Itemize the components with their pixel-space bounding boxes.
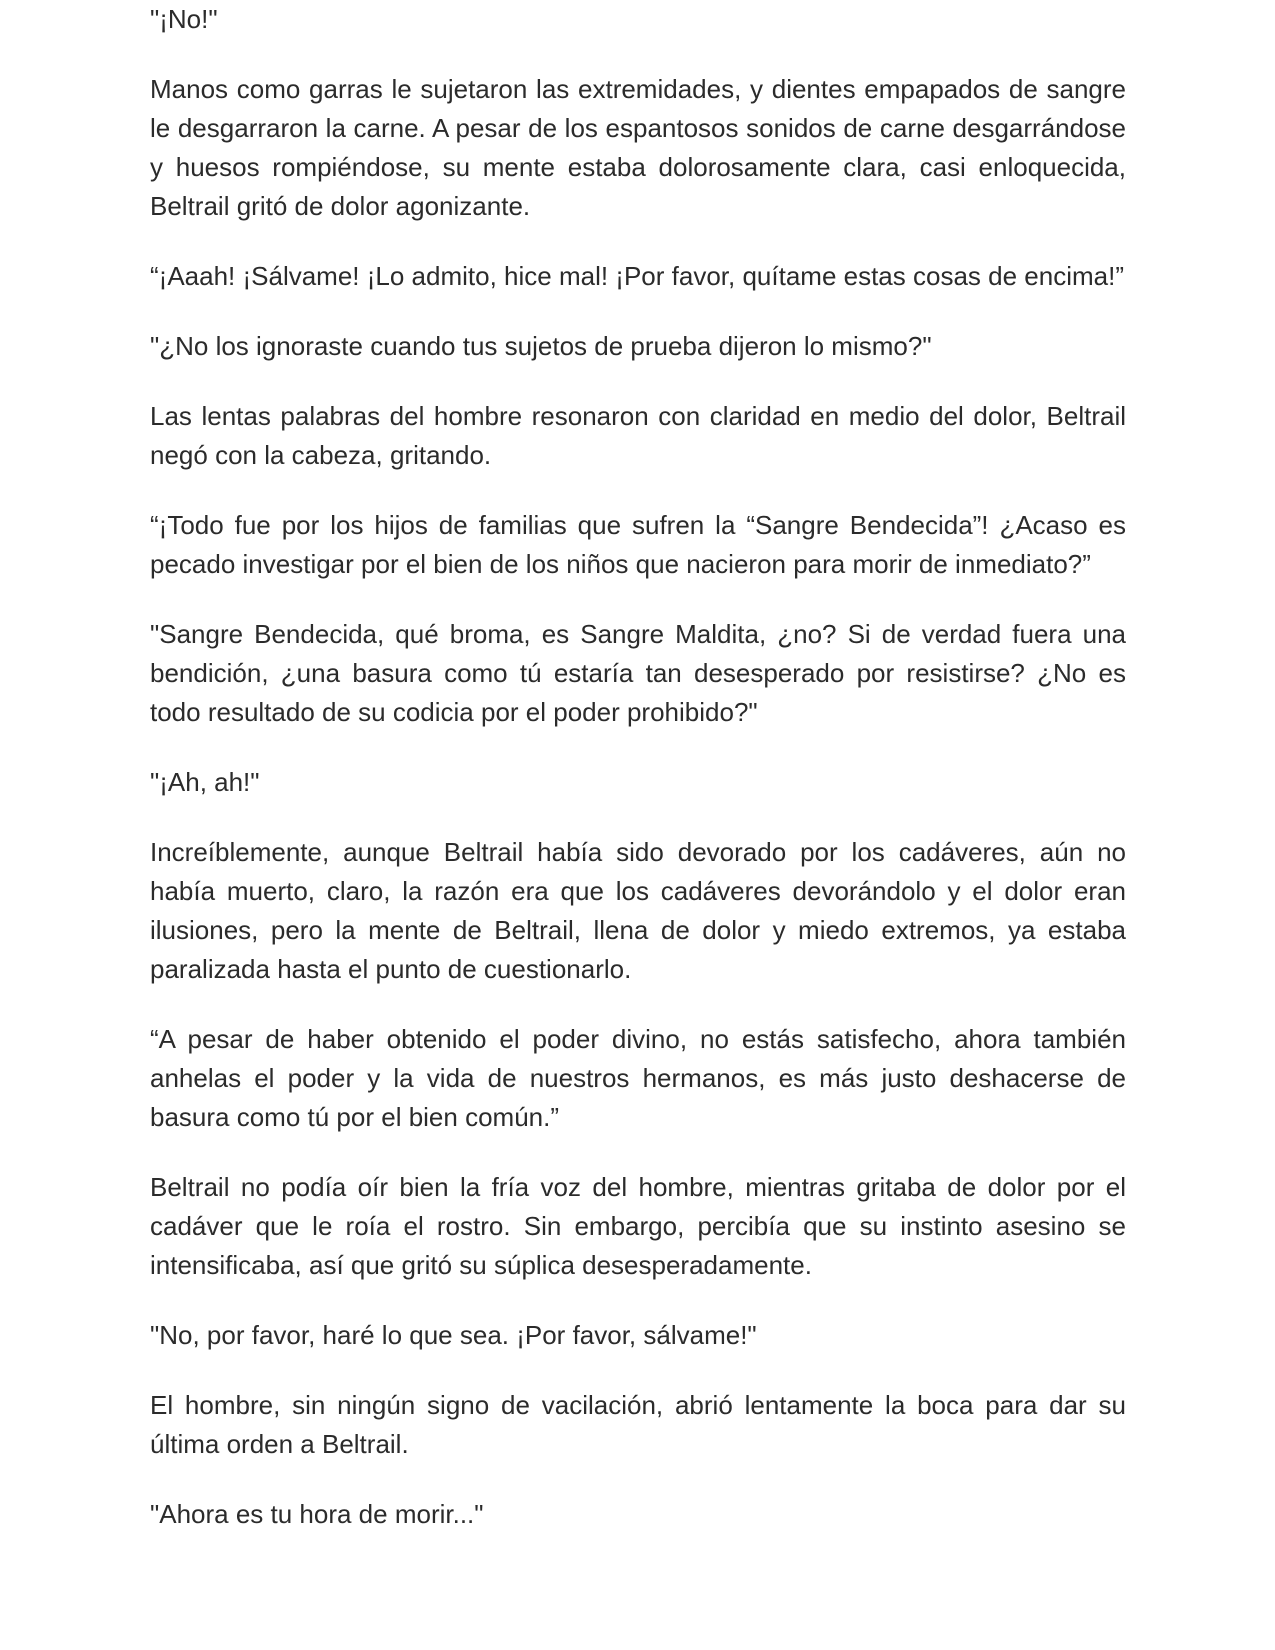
paragraph-7: "Sangre Bendecida, qué broma, es Sangre Maldita, ¿no? Si de verdad fuera una bendición, ¿una basura como tú estaría tan desesperado por resistirse? ¿No es todo resultado de su codicia por el poder prohibido?" — [150, 619, 1126, 727]
paragraph-14: "Ahora es tu hora de morir..." — [150, 1499, 484, 1529]
document-page — [150, 0, 1126, 1565]
paragraph-10: “A pesar de haber obtenido el poder divino, no estás satisfecho, ahora también anhelas el poder y la vida de nuestros hermanos, es más justo deshacerse de basura como tú por el bien común.” — [150, 1024, 1126, 1132]
paragraph-4: "¿No los ignoraste cuando tus sujetos de prueba dijeron lo mismo?" — [150, 331, 932, 361]
paragraph-12: "No, por favor, haré lo que sea. ¡Por favor, sálvame!" — [150, 1320, 757, 1350]
paragraph-3: “¡Aaah! ¡Sálvame! ¡Lo admito, hice mal! ¡Por favor, quítame estas cosas de encima!” — [150, 261, 1124, 291]
paragraph-9: Increíblemente, aunque Beltrail había sido devorado por los cadáveres, aún no había muerto, claro, la razón era que los cadáveres devorándolo y el dolor eran ilusiones, pero la mente de Beltrail, llena de dolor y miedo extremos, ya estaba paralizada hasta el punto de cuestionarlo. — [150, 837, 1126, 984]
paragraph-6: “¡Todo fue por los hijos de familias que sufren la “Sangre Bendecida”! ¿Acaso es pecado investigar por el bien de los niños que nacieron para morir de inmediato?” — [150, 510, 1126, 579]
paragraph-11: Beltrail no podía oír bien la fría voz del hombre, mientras gritaba de dolor por el cadáver que le roía el rostro. Sin embargo, percibía que su instinto asesino se intensificaba, así que gritó su súplica desesperadamente. — [150, 1172, 1126, 1280]
paragraph-8: "¡Ah, ah!" — [150, 767, 260, 797]
paragraph-1: "¡No!" — [150, 4, 218, 34]
paragraph-2: Manos como garras le sujetaron las extremidades, y dientes empapados de sangre le desgarraron la carne. A pesar de los espantosos sonidos de carne desgarrándose y huesos rompiéndose, su mente estaba dolorosamente clara, casi enloquecida, Beltrail gritó de dolor agonizante. — [150, 74, 1126, 221]
paragraph-13: El hombre, sin ningún signo de vacilación, abrió lentamente la boca para dar su última orden a Beltrail. — [150, 1390, 1126, 1459]
paragraph-5: Las lentas palabras del hombre resonaron con claridad en medio del dolor, Beltrail negó con la cabeza, gritando. — [150, 401, 1126, 470]
